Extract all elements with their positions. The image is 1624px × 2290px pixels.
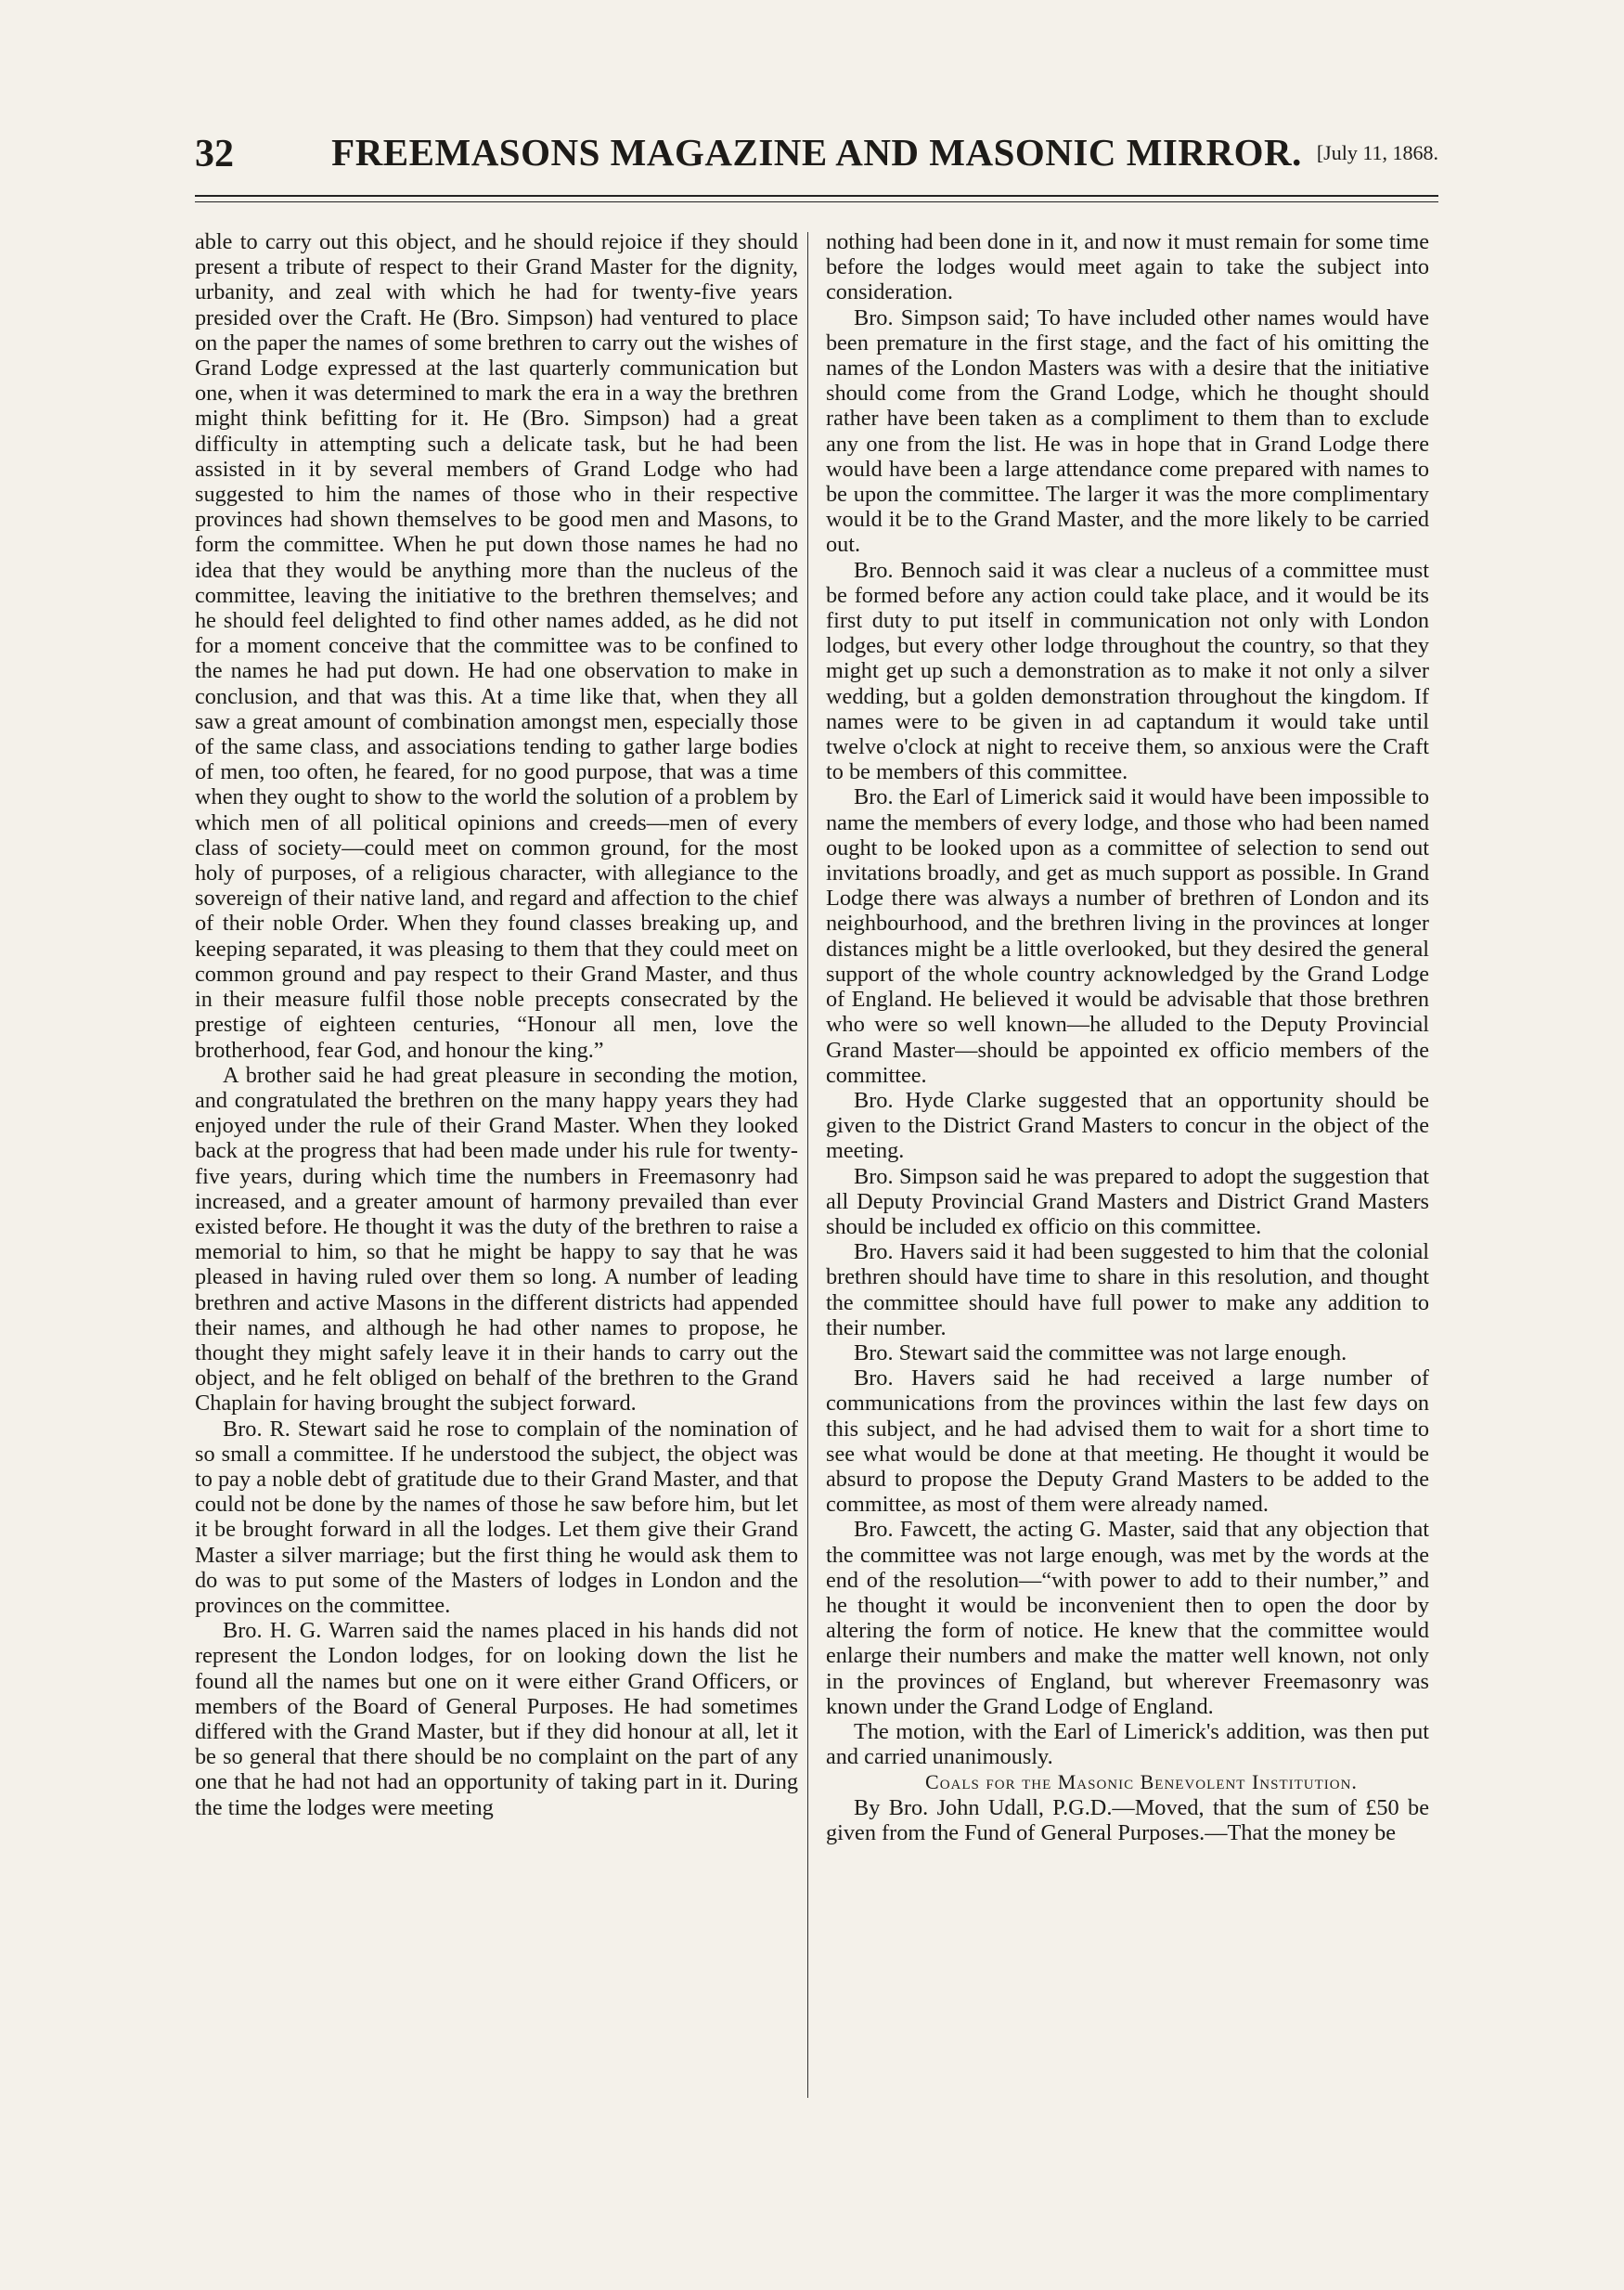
paragraph: By Bro. John Udall, P.G.D.—Moved, that the sum of £50 be given from the Fund of General Purposes.—That the money be	[826, 1794, 1429, 1845]
paragraph: Bro. Hyde Clarke suggested that an opportunity should be given to the District Grand Masters to concur in the object of the meeting.	[826, 1087, 1429, 1164]
left-column	[195, 229, 798, 1820]
paragraph: Bro. Havers said he had received a large number of communications from the provinces within the last few days on this subject, and he had advised them to wait for a short time to see what would be done at that meeting. He thought it would be absurd to propose the Deputy Grand Masters to be added to the committee, as most of them were already named.	[826, 1365, 1429, 1518]
paragraph: The motion, with the Earl of Limerick's addition, was then put and carried unanimously.	[826, 1718, 1429, 1770]
right-column	[826, 229, 1429, 1845]
paragraph: nothing had been done in it, and now it must remain for some time before the lodges would meet again to take the subject into consideration.	[826, 229, 1429, 305]
paragraph: Bro. Stewart said the committee was not large enough.	[854, 1339, 1347, 1365]
page-number: 32	[195, 133, 234, 175]
column-divider	[807, 232, 808, 2098]
header-rule-thin	[195, 201, 1438, 202]
paragraph: Bro. Simpson said; To have included other names would have been premature in the first stage, and the fact of his omitting the names of the London Masters was with a desire that the initiative should come from the Grand Lodge, which he thought should rather have been taken as a compliment to them than to exclude any one from the list. He was in hope that in Grand Lodge there would have been a large attendance come prepared with names to be upon the committee. The larger it was the more complimentary would it be to the Grand Master, and the more likely to be carried out.	[826, 304, 1429, 558]
section-heading: Coals for the Masonic Benevolent Institution.	[925, 1770, 1358, 1794]
paragraph: able to carry out this object, and he should rejoice if they should present a tribute of respect to their Grand Master for the dignity, urbanity, and zeal with which he had for twenty-five years presided over the Craft. He (Bro. Simpson) had ventured to place on the paper the names of some brethren to carry out the wishes of Grand Lodge expressed at the last quarterly communication but one, when it was determined to mark the era in a way the brethren might think befitting for it. He (Bro. Simpson) had a great difficulty in attempting such a delicate task, but he had been assisted in it by several members of Grand Lodge who had suggested to him the names of those who in their respective provinces had shown themselves to be good men and Masons, to form the committee. When he put down those names he had no idea that they would be anything more than the nucleus of the committee, leaving the initiative to the brethren themselves; and he should feel delighted to find other names added, as he did not for a moment conceive that the committee was to be confined to the names he had put down. He had one observation to make in conclusion, and that was this. At a time like that, when they all saw a great amount of combination amongst men, especially those of the same class, and associations tending to gather large bodies of men, too often, he feared, for no good purpose, that was a time when they ought to show to the world the solution of a problem by which men of all political opinions and creeds—men of every class of society—could meet on common ground, for the most holy of purposes, of a religious character, with allegiance to the sovereign of their native land, and regard and affection to the chief of their noble Order. When they found classes breaking up, and keeping separated, it was pleasing to them that they could meet on common ground and pay respect to their Grand Master, and thus in their measure fulfil those noble precepts consecrated by the prestige of eighteen centuries, “Honour all men, love the brotherhood, fear God, and honour the king.”	[195, 229, 798, 1063]
paragraph: Bro. R. Stewart said he rose to complain of the nomination of so small a committee. If he understood the subject, the object was to pay a noble debt of gratitude due to their Grand Master, and that could not be done by the names of those he saw before him, but let it be brought forward in all the lodges. Let them give their Grand Master a silver marriage; but the first thing he would ask them to do was to put some of the Masters of lodges in London and the provinces on the committee.	[195, 1416, 798, 1618]
paragraph: Bro. the Earl of Limerick said it would have been impossible to name the members of every lodge, and those who had been named ought to be looked upon as a committee of selection to send out invitations broadly, and get as much support as possible. In Grand Lodge there was always a number of brethren of London and its neighbourhood, and the brethren living in the provinces at longer distances might be a little overlooked, but they desired the general support of the whole country acknowledged by the Grand Lodge of England. He believed it would be advisable that those brethren who were so well known—he alluded to the Deputy Provincial Grand Master—should be appointed ex officio members of the committee.	[826, 784, 1429, 1088]
paragraph: A brother said he had great pleasure in seconding the motion, and congratulated the brethren on the many happy years they had enjoyed under the rule of their Grand Master. When they looked back at the progress that had been made under his rule for twenty-five years, during which time the numbers in Freemasonry had increased, and a greater amount of harmony prevailed than ever existed before. He thought it was the duty of the brethren to raise a memorial to him, so that he might be happy to say that he was pleased in having ruled over them so long. A number of leading brethren and active Masons in the different districts had appended their names, and although he had other names to propose, he thought they might safely leave it in their hands to carry out the object, and he felt obliged on behalf of the brethren to the Grand Chaplain for having brought the subject forward.	[195, 1062, 798, 1417]
paragraph: Bro. H. G. Warren said the names placed in his hands did not represent the London lodges, for on looking down the list he found all the names but one on it were either Grand Officers, or members of the Board of General Purposes. He had sometimes differed with the Grand Master, but if they did honour at all, let it be so general that there should be no complaint on the part of any one that he had not had an opportunity of taking part in it. During the time the lodges were meeting	[195, 1618, 798, 1820]
paragraph: Bro. Bennoch said it was clear a nucleus of a committee must be formed before any action could take place, and it would be its first duty to put itself in communication not only with London lodges, but every other lodge throughout the country, so that they might get up such a demonstration as to make it not only a silver wedding, but a golden demonstration throughout the kingdom. If names were to be given in ad captandum it would take until twelve o'clock at night to receive them, so anxious were the Craft to be members of this committee.	[826, 557, 1429, 785]
paragraph: Bro. Havers said it had been suggested to him that the colonial brethren should have time to share in this resolution, and thought the committee should have full power to make any addition to their number.	[826, 1239, 1429, 1340]
page-header	[195, 130, 1438, 188]
masthead-title: FREEMASONS MAGAZINE AND MASONIC MIRROR.	[331, 131, 1302, 174]
header-rule-thick	[195, 195, 1438, 197]
issue-date: [July 11, 1868.	[1316, 141, 1438, 164]
paragraph: Bro. Fawcett, the acting G. Master, said that any objection that the committee was not large enough, was met by the words at the end of the resolution—“with power to add to their number,” and he thought it would be inconvenient then to open the door by altering the form of notice. He knew that the committee would enlarge their numbers and make the matter well known, not only in the provinces of England, but wherever Freemasonry was known under the Grand Lodge of England.	[826, 1517, 1429, 1719]
paragraph: Bro. Simpson said he was prepared to adopt the suggestion that all Deputy Provincial Grand Masters and District Grand Masters should be included ex officio on this committee.	[826, 1163, 1429, 1239]
